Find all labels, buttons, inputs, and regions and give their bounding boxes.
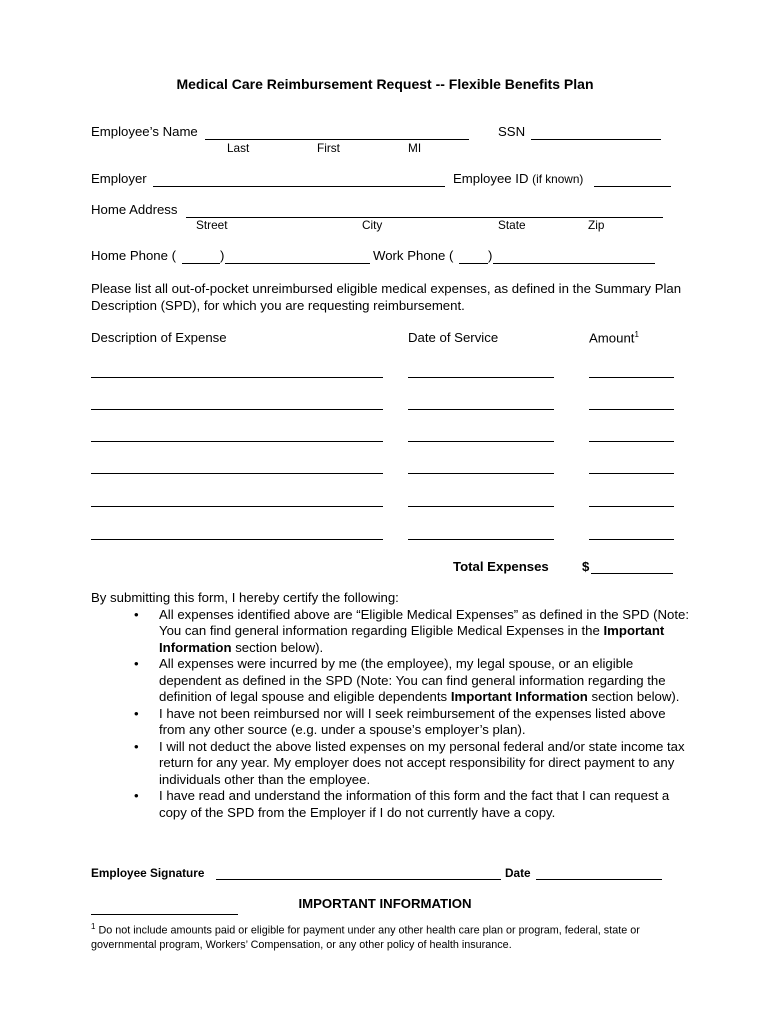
expense-amount-field[interactable] xyxy=(589,506,674,507)
address-sub-zip: Zip xyxy=(588,218,605,232)
total-expenses-label: Total Expenses xyxy=(453,559,549,574)
bullet-icon: • xyxy=(134,606,139,622)
cert-3-text: I have not been reimbursed nor will I seek reimbursement of the expenses listed above from any other source (e.g. under a spouse’s employer’s plan). xyxy=(159,705,666,737)
home-phone-area-field[interactable] xyxy=(182,263,220,264)
certification-item xyxy=(134,788,691,821)
expense-description-field[interactable] xyxy=(91,539,383,540)
signature-date-label: Date xyxy=(505,866,531,880)
bullet-icon: • xyxy=(134,705,139,721)
employer-label: Employer xyxy=(91,171,147,186)
certification-item xyxy=(134,606,691,657)
certification-intro: By submitting this form, I hereby certify the following: xyxy=(91,590,399,605)
employee-id-label xyxy=(453,171,583,186)
employee-name-label: Employee’s Name xyxy=(91,124,198,139)
home-phone-field[interactable] xyxy=(225,263,370,264)
footnote xyxy=(91,920,691,953)
expense-description-field[interactable] xyxy=(91,441,383,442)
expense-date-field[interactable] xyxy=(408,473,554,474)
employee-id-label-text: Employee ID xyxy=(453,171,529,186)
expense-date-field[interactable] xyxy=(408,539,554,540)
instructions-text: Please list all out-of-pocket unreimbursed eligible medical expenses, as defined in the Summary Plan Description (SPD), for which you are requesting reimbursement. xyxy=(91,281,682,313)
work-phone-field[interactable] xyxy=(493,263,655,264)
total-currency-symbol: $ xyxy=(582,559,590,574)
name-sub-mi: MI xyxy=(408,141,422,155)
work-phone-area-field[interactable] xyxy=(459,263,488,264)
employee-id-hint: (if known) xyxy=(532,172,584,186)
col-amount-header xyxy=(589,330,639,345)
total-expenses-field[interactable] xyxy=(591,573,673,574)
cert-1-text: All expenses identified above are “Eligible Medical Expenses” as defined in the SPD (Note: You can find general information regarding Eligible Medical Expenses in the xyxy=(159,606,689,638)
address-sub-street: Street xyxy=(196,218,228,232)
work-phone-label: Work Phone ( xyxy=(373,248,454,263)
expense-date-field[interactable] xyxy=(408,409,554,410)
col-amount-footnote-marker: 1 xyxy=(634,330,639,339)
ssn-field[interactable] xyxy=(531,139,661,140)
bullet-icon: • xyxy=(134,738,139,754)
bullet-icon: • xyxy=(134,788,139,803)
expense-amount-field[interactable] xyxy=(589,539,674,540)
certification-section xyxy=(91,590,691,821)
certification-item xyxy=(134,738,691,789)
expense-amount-field[interactable] xyxy=(589,441,674,442)
footnote-separator xyxy=(91,914,238,915)
cert-2-bold: Important Information xyxy=(450,689,588,704)
bullet-icon: • xyxy=(134,656,139,671)
col-amount-label: Amount xyxy=(589,330,635,346)
expense-description-field[interactable] xyxy=(91,473,383,474)
expense-description-field[interactable] xyxy=(91,409,383,410)
certification-item xyxy=(134,705,691,739)
expense-amount-field[interactable] xyxy=(589,473,674,474)
address-sub-state: State xyxy=(498,218,526,232)
employee-id-field[interactable] xyxy=(594,186,671,187)
address-sub-city: City xyxy=(362,218,383,232)
footnote-marker: 1 xyxy=(91,922,96,931)
expense-amount-field[interactable] xyxy=(589,409,674,410)
signature-label: Employee Signature xyxy=(91,866,205,880)
expense-description-field[interactable] xyxy=(91,506,383,507)
expense-date-field[interactable] xyxy=(408,506,554,507)
employee-name-field[interactable] xyxy=(205,139,469,140)
important-info-heading: IMPORTANT INFORMATION xyxy=(298,896,472,911)
expense-description-field[interactable] xyxy=(91,377,383,378)
employer-field[interactable] xyxy=(153,186,445,187)
form-title: Medical Care Reimbursement Request -- Flexible Benefits Plan xyxy=(176,76,594,92)
cert-1-bold: Important Information xyxy=(159,623,665,655)
signature-date-field[interactable] xyxy=(536,879,662,880)
name-sub-last: Last xyxy=(227,141,250,155)
col-description-header: Description of Expense xyxy=(91,330,227,345)
ssn-label: SSN xyxy=(498,124,526,139)
name-sub-first: First xyxy=(317,141,340,155)
signature-field[interactable] xyxy=(216,879,501,880)
certification-item xyxy=(134,656,691,706)
expense-date-field[interactable] xyxy=(408,441,554,442)
cert-4-text: I will not deduct the above listed expenses on my personal federal and/or state income tax return for any year. My employer does not accept responsibility for direct payment to any individuals other than the employee. xyxy=(159,738,685,787)
home-phone-paren: ) xyxy=(220,248,225,263)
col-date-header: Date of Service xyxy=(408,330,499,345)
cert-2-text: All expenses were incurred by me (the employee), my legal spouse, or an eligible dependent as defined in the SPD (Note: You can find general information regarding the definition of legal spouse and eligible dependents xyxy=(159,656,666,704)
footnote-text: Do not include amounts paid or eligible for payment under any other health care plan or program, federal, state or governmental program, Workers’ Compensation, or any other policy of health insurance. xyxy=(91,924,640,952)
certification-list xyxy=(91,607,691,822)
work-phone-paren: ) xyxy=(488,248,493,263)
cert-1-tail: section below). xyxy=(231,639,324,655)
cert-2-tail: section below). xyxy=(587,689,680,704)
home-address-label: Home Address xyxy=(91,202,178,217)
cert-5-text: I have read and understand the information of this form and the fact that I can request a copy of the SPD from the Employer if I do not currently have a copy. xyxy=(159,788,670,820)
expense-date-field[interactable] xyxy=(408,377,554,378)
home-phone-label: Home Phone ( xyxy=(91,248,177,263)
expense-amount-field[interactable] xyxy=(589,377,674,378)
